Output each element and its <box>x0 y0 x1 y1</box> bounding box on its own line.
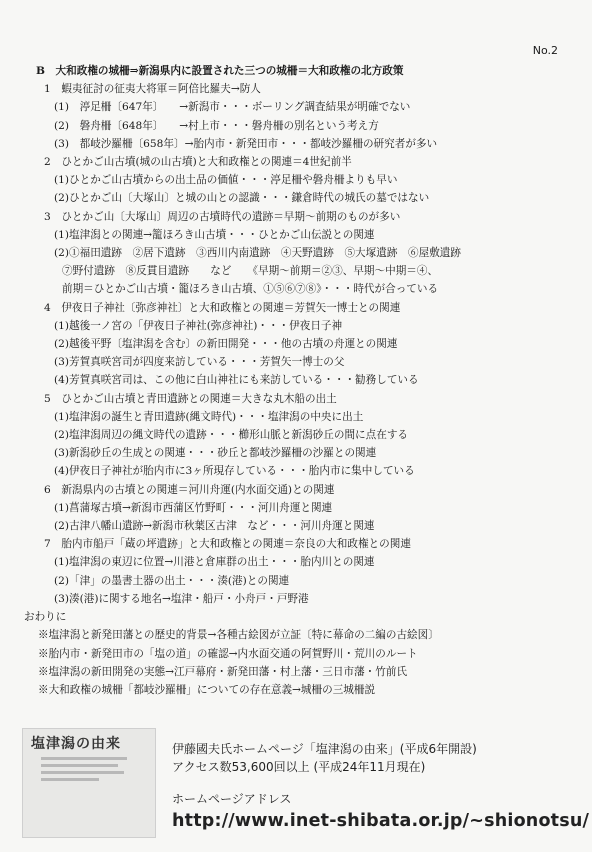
list-item: (1)塩津潟の東辺に位置→川港と倉庫群の出土・・・胎内川との関連 <box>54 556 375 569</box>
section-line: 1 蝦夷征討の征夷大将軍＝阿倍比羅夫→防人 <box>44 83 261 96</box>
section-line: 3 ひとかご山〔大塚山〕周辺の古墳時代の遺跡＝早期～前期のものが多い <box>44 210 401 223</box>
section-line: 2 ひとかご山古墳(城の山古墳)と大和政権との関連＝4世紀前半 <box>44 156 352 169</box>
website-url[interactable]: http://www.inet-shibata.or.jp/~shionotsu/ <box>172 811 590 831</box>
list-item: (3) 都岐沙羅柵〔658年〕→胎内市・新発田市・・・都岐沙羅柵の研究者が多い <box>54 137 438 150</box>
list-item: (4)伊夜日子神社が胎内市に3ヶ所現存している・・・胎内市に集中している <box>54 465 415 478</box>
closing-line: ※胎内市・新発田市の「塩の道」の確認→内水面交通の阿賀野川・荒川のルート <box>38 647 418 660</box>
list-item: (2)古津八幡山遺跡→新潟市秋葉区古津 など・・・河川舟運と関連 <box>54 520 375 533</box>
list-item: (2)塩津潟周辺の縄文時代の遺跡・・・櫛形山脈と新潟砂丘の間に点在する <box>54 429 409 442</box>
closing-line: ※大和政権の城柵「都岐沙羅柵」についての存在意義→城柵の三城柵説 <box>38 683 376 696</box>
access-count: アクセス数53,600回以上 (平成24年11月現在) <box>172 760 426 774</box>
list-item: (1)塩津潟との関連→籠ほろき山古墳・・・ひとかご山伝説との関連 <box>54 228 375 241</box>
list-item: (1)菖蒲塚古墳→新潟市西蒲区竹野町・・・河川舟運と関連 <box>54 501 333 514</box>
address-label: ホームページアドレス <box>172 792 292 806</box>
section-line: 6 新潟県内の古墳との関連＝河川舟運(内水面交通)との関連 <box>44 483 335 496</box>
list-item: (1)ひとかご山古墳からの出土品の価値・・・渟足柵や磐舟柵よりも早い <box>54 174 398 187</box>
website-title: 伊藤國夫氏ホームページ「塩津潟の由来」(平成6年開設) <box>172 742 477 756</box>
list-item: (1) 渟足柵〔647年〕 →新潟市・・・ボーリング調査結果が明確でない <box>54 101 411 114</box>
list-item: (3)湊(港)に関する地名→塩津・船戸・小舟戸・戸野港 <box>54 592 309 605</box>
document-body <box>22 62 578 699</box>
thumbnail-title: 塩津潟の由来 <box>31 736 121 752</box>
thumbnail-text-lines <box>41 757 137 803</box>
list-item: (1)塩津潟の誕生と青田遺跡(縄文時代)・・・塩津潟の中央に出土 <box>54 410 364 423</box>
list-item: (4)芳賀真咲宮司は、この他に白山神社にも来訪している・・・勧務している <box>54 374 419 387</box>
list-item: (2)ひとかご山〔大塚山〕と城の山との認識・・・鎌倉時代の城氏の墓ではない <box>54 192 430 205</box>
website-thumbnail <box>22 728 156 838</box>
closing-title: おわりに <box>24 611 67 624</box>
list-item: (3)芳賀真咲宮司が四度来訪している・・・芳賀矢一博士の父 <box>54 356 345 369</box>
page-number: No.2 <box>532 44 558 57</box>
list-item: (1)越後一ノ宮の「伊夜日子神社(弥彦神社)・・・伊夜日子神 <box>54 319 343 332</box>
list-item: (2) 磐舟柵〔648年〕 →村上市・・・磐舟柵の別名という考え方 <box>54 119 379 132</box>
list-item: (2)越後平野〔塩津潟を含む〕の新田開発・・・他の古墳の舟運との関連 <box>54 338 398 351</box>
closing-line: ※塩津潟と新発田藩との歴史的背景→各種古絵図が立証〔特に幕命の二編の古絵図〕 <box>38 629 439 642</box>
section-line: 4 伊夜日子神社〔弥彦神社〕と大和政権との関連＝芳賀矢一博士との関連 <box>44 301 401 314</box>
closing-line: ※塩津潟の新田開発の実態→江戸幕府・新発田藩・村上藩・三日市藩・竹前氏 <box>38 665 408 678</box>
list-item: (2)「津」の墨書土器の出土・・・湊(港)との関連 <box>54 574 290 587</box>
list-item: (2)①福田遺跡 ②居下遺跡 ③西川内南遺跡 ④天野遺跡 ⑤大塚遺跡 ⑥屋敷遺跡 <box>54 247 461 260</box>
website-info <box>172 740 589 834</box>
list-item: 前期＝ひとかご山古墳・籠ほろき山古墳、①⑤⑥⑦⑧》・・・時代が合っている <box>62 283 439 296</box>
section-heading: B 大和政権の城柵⇒新潟県内に設置された三つの城柵＝大和政権の北方政策 <box>36 65 404 77</box>
section-line: 5 ひとかご山古墳と青田遺跡との関連＝大きな丸木船の出土 <box>44 392 337 405</box>
footer <box>22 728 590 838</box>
list-item: ⑦野付遺跡 ⑧反貫目遺跡 など 《早期～前期＝②③、早期～中期＝④、 <box>62 265 439 278</box>
outline-list <box>22 80 578 699</box>
section-line: 7 胎内市船戸「蔵の坪遺跡」と大和政権との関連＝奈良の大和政権との関連 <box>44 538 411 551</box>
list-item: (3)新潟砂丘の生成との関連・・・砂丘と都岐沙羅柵の沙羅との関連 <box>54 447 377 460</box>
